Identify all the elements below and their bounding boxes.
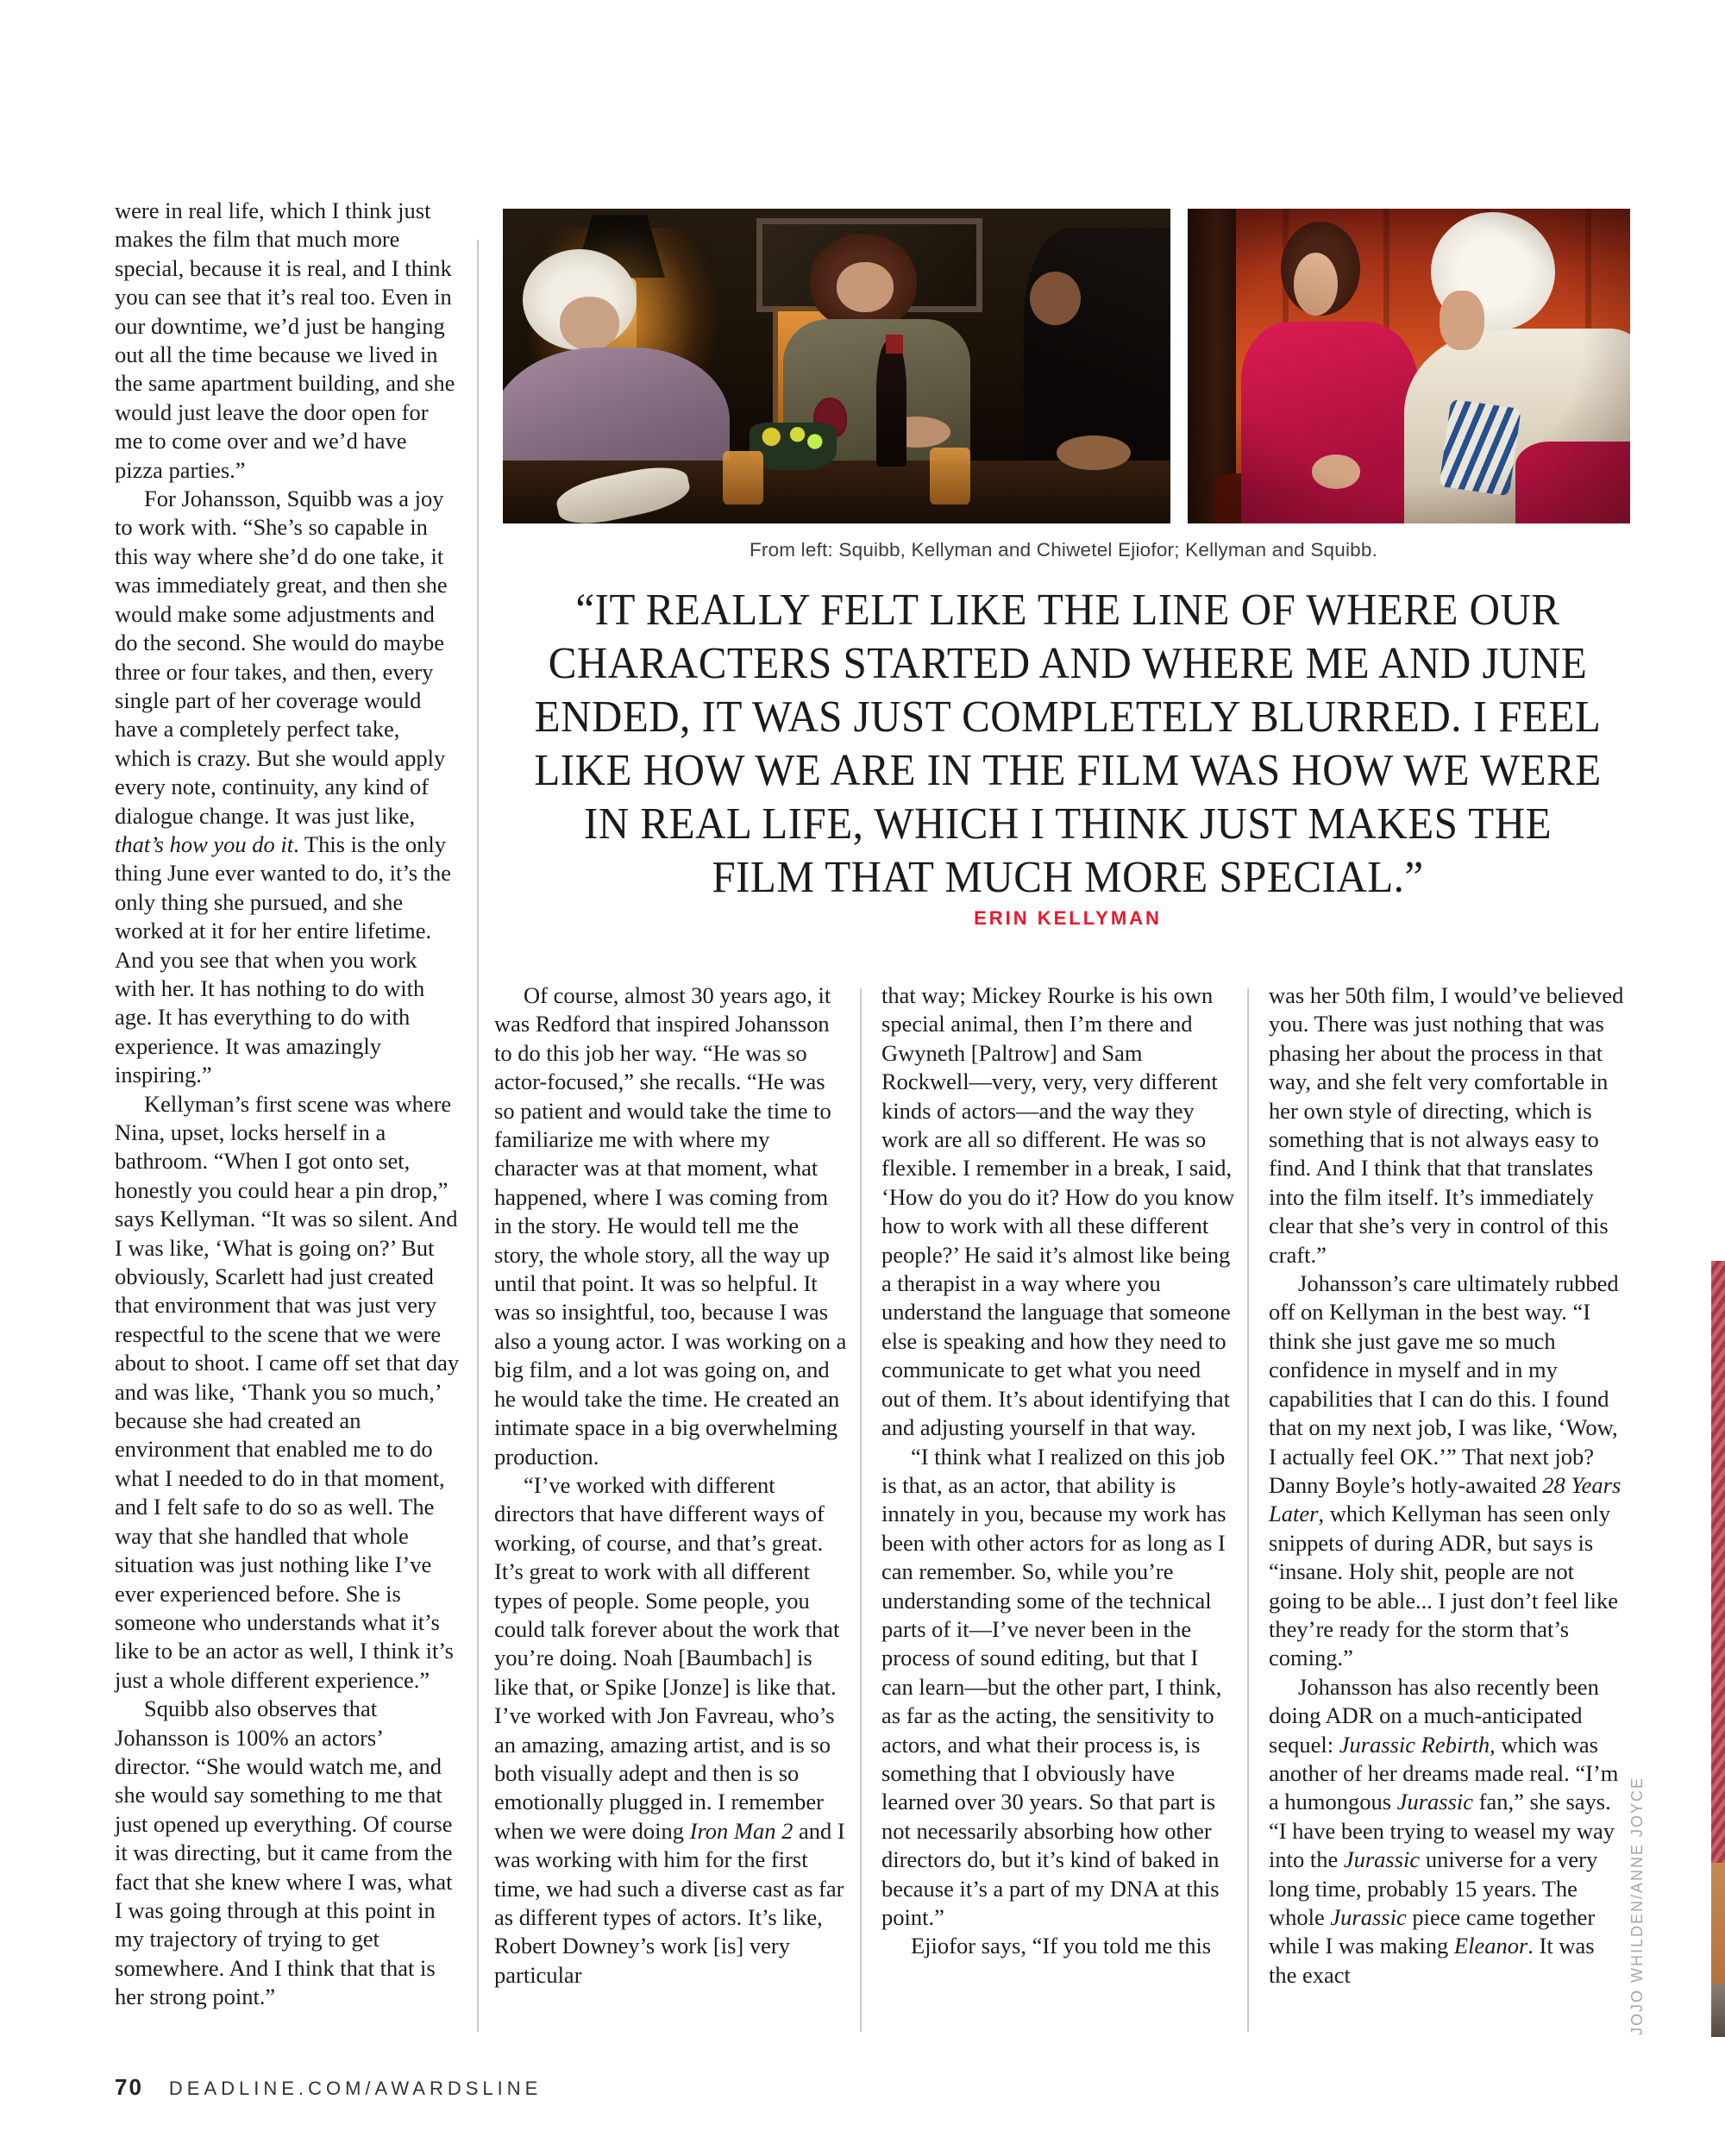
- pull-quote-line: “IT REALLY FELT LIKE THE LINE OF WHERE OUR: [575, 584, 1560, 635]
- site-url: DEADLINE.COM/AWARDSLINE: [168, 2078, 543, 2099]
- text-run: For Johansson, Squibb was a joy to work with. “She’s so capable in this way where she’d do one take, it was immediately great, and then she would make some adjustments and do the second. She would do maybe three or four takes, and then, every single part of her coverage would have a completely perfect take, which is crazy. But she would apply every note, continuity, any kind of dialogue change. It was just like,: [115, 486, 448, 829]
- italic-run: Jurassic Rebirth: [1339, 1731, 1490, 1758]
- text-run: were in real life, which I think just makes the film that much more special, because it is real, and I think you can see that it’s real too. Even in our downtime, we’d just be hanging out all the time because we lived in the same apartment building, and she would just leave the door open for me to come over and we’d have pizza parties.”: [115, 197, 455, 483]
- text-run: , which was another of her dreams made real. “I’m a humongous: [1269, 1731, 1619, 1815]
- paragraph: [1269, 1269, 1624, 1673]
- page-number: 70: [115, 2074, 143, 2100]
- page-footer: [115, 2074, 542, 2101]
- page-edge-image-sliver: [1711, 1261, 1725, 2037]
- article-left-column: [115, 197, 460, 2012]
- edge-grey-band: [1711, 1984, 1725, 2037]
- photo-credit: JOJO WHILDEN/ANNE JOYCE: [1628, 1776, 1646, 2035]
- text-run: universe for a very long time, probably 15 years. The whole: [1269, 1846, 1598, 1930]
- column-rule: [477, 240, 479, 2032]
- text-run: piece came together while I was making: [1269, 1904, 1596, 1959]
- squibb-face: [560, 297, 620, 350]
- pull-quote-line: FILM THAT MUCH MORE SPECIAL.”: [712, 851, 1424, 902]
- text-run: . This is the only thing June ever wanted to do, it’s the only thing she pursued, and she worked at it for her entire lifetime. And you see that when you work with her. It has nothing to do with age. It has everything to do with experience. It was amazingly inspiring.”: [115, 830, 452, 1088]
- text-run: was her 50th film, I would’ve believed you. There was just nothing that was phasing her about the process in that way, and she felt very comfortable in her own style of directing, which is something that is not always easy to find. And I think that that translates into the film itself. It’s immediately clear that she’s very in control of this craft.”: [1269, 982, 1624, 1268]
- text-run: . It was the exact: [1269, 1933, 1595, 1988]
- text-run: and I was working with him for the first time, we had such a diverse cast as far as different types of actors. It’s like, Robert Downey’s work [is] very particular: [494, 1817, 845, 1988]
- italic-run: Jurassic: [1343, 1846, 1421, 1873]
- wine-bottle: [876, 341, 906, 467]
- paragraph: [494, 1471, 848, 1990]
- article-body-column-3: [1269, 981, 1624, 1990]
- paragraph: [881, 981, 1235, 1443]
- italic-run: Jurassic: [1330, 1904, 1407, 1930]
- paragraph: [1269, 981, 1624, 1269]
- paragraph: [881, 1932, 1235, 1960]
- paragraph: [115, 197, 460, 485]
- text-run: that way; Mickey Rourke is his own special animal, then I’m there and Gwyneth [Paltrow] and Sam Rockwell—very, very, very different kinds of actors—and the way they work are all so different. He was so flexible. I remember in a break, I said, ‘How do you do it? How do you know how to work with all these different people?’ He said it’s almost like being a therapist in a way where you understand the language that someone else is speaking and how they need to communicate to get what you need out of them. It’s about identifying that and adjusting yourself in that way.: [881, 982, 1235, 1441]
- text-run: “I think what I realized on this job is that, as an actor, that ability is innately in you, because my work has been with other actors for as long as I can remember. So, while you’re understanding some of the technical parts of it—I’ve never been in the process of sound editing, but that I can learn—but the other part, I think, as far as the acting, the sensitivity to actors, and what their process is, is something that I obviously have learned over 30 years. So that part is not necessarily absorbing how other directors do, but it’s kind of baked in because it’s a part of my DNA at this point.”: [881, 1443, 1226, 1930]
- wine-bottle-cap: [886, 335, 903, 354]
- text-run: Johansson has also recently been doing ADR on a much-anticipated sequel:: [1269, 1673, 1599, 1758]
- italic-run: that’s how you do it: [115, 830, 294, 857]
- italic-run: Iron Man 2: [689, 1817, 794, 1844]
- article-body-column-2: [881, 981, 1235, 1961]
- pull-quote: [468, 583, 1667, 904]
- pull-quote-line: IN REAL LIFE, WHICH I THINK JUST MAKES THE: [583, 798, 1552, 849]
- photo-caption: From left: Squibb, Kellyman and Chiwetel Ejiofor; Kellyman and Squibb.: [749, 539, 1378, 561]
- edge-red-fabric: [1711, 1261, 1725, 1863]
- photo-dinner-scene: [503, 209, 1170, 523]
- text-run: Kellyman’s first scene was where Nina, upset, locks herself in a bathroom. “When I got onto set, honestly you could hear a pin drop,” says Kellyman. “It was so silent. And I was like, ‘What is going on?’ But obviously, Scarlett had just created that environment that was just very respectful to the scene that we were about to shoot. I came off set that day and was like, ‘Thank you so much,’ because she had created an environment that enabled me to do what I needed to do in that moment, and I felt safe to do so as well. The way that she handled that whole situation was just nothing like I’ve ever experienced before. She is someone who understands what it’s like to be an actor as well, I think it’s just a whole different experience.”: [115, 1090, 460, 1693]
- ejiofor-hand: [1057, 436, 1130, 470]
- paragraph: [881, 1443, 1235, 1933]
- paragraph: [115, 485, 460, 1090]
- italic-run: Jurassic: [1396, 1789, 1474, 1815]
- kellyman-face: [837, 262, 894, 312]
- text-run: fan,” she says. “I have been trying to weasel my way into the: [1269, 1789, 1615, 1873]
- paragraph: [494, 981, 848, 1471]
- ejiofor-face: [1030, 272, 1080, 325]
- drink-glass: [723, 451, 762, 505]
- paragraph: [115, 1090, 460, 1695]
- paragraph: [115, 1695, 460, 2011]
- pull-quote-line: LIKE HOW WE ARE IN THE FILM WAS HOW WE WERE: [534, 744, 1602, 795]
- text-run: Squibb also observes that Johansson is 100% an actors’ director. “She would watch me, and she would say something to me that just opened up everything. Of course it was directing, but it came from the fact that she knew where I was, what I was going through at this point in my trajectory of trying to get somewhere. And I think that that is her strong point.”: [115, 1695, 453, 2010]
- pull-quote-attribution: ERIN KELLYMAN: [974, 907, 1162, 929]
- text-run: Of course, almost 30 years ago, it was Redford that inspired Johansson to do this job her way. “He was so actor-focused,” she recalls. “He was so patient and would take the time to familiarize me with where my character was at that moment, what happened, where I was coming from in the story. He would tell me the story, the whole story, all the way up until that point. It was so helpful. It was so insightful, too, because I was also a young actor. I was working on a big film, and a lot was going on, and he would take the time. He created an intimate space in a big overwhelming production.: [494, 982, 847, 1470]
- text-run: Ejiofor says, “If you told me this: [911, 1933, 1212, 1959]
- paragraph: [1269, 1673, 1624, 1990]
- italic-run: 28 Years Later: [1269, 1471, 1622, 1527]
- text-run: , which Kellyman has seen only snippets of during ADR, but says is “insane. Holy shit, people are not going to be able... I just don’t feel like they’re ready for the storm that’s coming.”: [1269, 1501, 1619, 1671]
- photo-kellyman-squibb: [1188, 209, 1630, 523]
- edge-tan-band: [1711, 1863, 1725, 1984]
- drink-glass: [930, 448, 969, 505]
- photo-vignette: [1188, 209, 1630, 523]
- pull-quote-line: ENDED, IT WAS JUST COMPLETELY BLURRED. I FEEL: [534, 691, 1602, 742]
- column-rule: [1247, 988, 1249, 2032]
- italic-run: Eleanor: [1453, 1933, 1528, 1959]
- text-run: “I’ve worked with different directors that have different ways of working, of course, and that’s great. It’s great to work with all different types of people. Some people, you could talk forever about the work that you’re doing. Noah [Baumbach] is like that, or Spike [Jonze] is like that. I’ve worked with Jon Favreau, who’s an amazing, amazing artist, and is so both visually adept and then is so emotionally plugged in. I remember when we were doing: [494, 1471, 840, 1844]
- article-body-column-1: [494, 981, 848, 1990]
- column-rule: [860, 988, 862, 2032]
- pull-quote-line: CHARACTERS STARTED AND WHERE ME AND JUNE: [548, 637, 1588, 688]
- text-run: Johansson’s care ultimately rubbed off on Kellyman in the best way. “I think she just gave me so much confidence in myself and in my capabilities that I can do this. I found that on my next job, I was like, ‘Wow, I actually feel OK.’” That next job? Danny Boyle’s hotly-awaited: [1269, 1270, 1619, 1498]
